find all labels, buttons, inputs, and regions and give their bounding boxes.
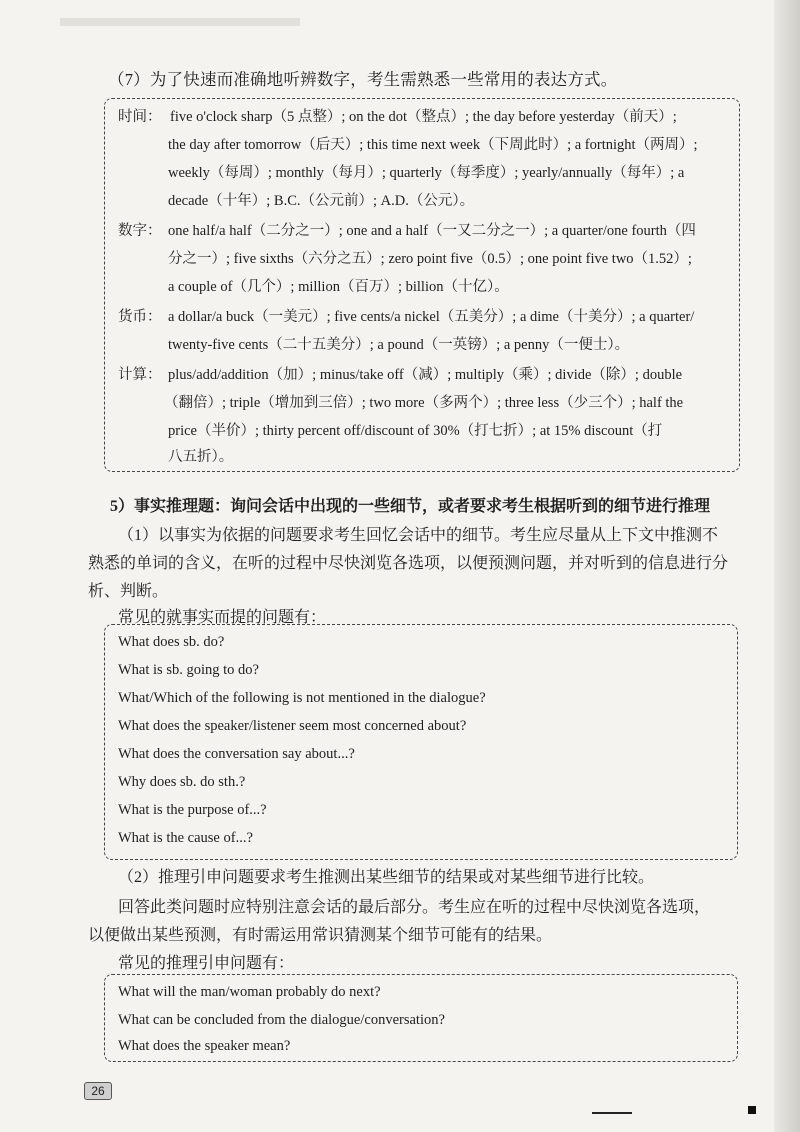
calc-label: 计算： [118,367,162,383]
calc-line: （翻倍）; triple（增加到三倍）; two more（多两个）; three less（少三个）; half the [164,395,684,411]
number-label: 数字： [118,223,162,239]
question-item: What/Which of the following is not mentioned in the dialogue? [118,690,486,706]
calc-line: price（半价）; thirty percent off/discount of 30%（打七折）; at 15% discount（打 [168,423,663,439]
time-line: decade（十年）; B.C.（公元前）; A.D.（公元）。 [168,193,475,209]
question-item: What is sb. going to do? [118,662,259,678]
time-line: weekly（每周）; monthly（每月）; quarterly（每季度）; yearly/annually（每年）; a [168,165,685,181]
question-item: What can be concluded from the dialogue/conversation? [118,1012,445,1028]
calc-line: plus/add/addition（加）; minus/take off（减）; multiply（乘）; divide（除）; double [168,367,683,383]
paragraph-line: 熟悉的单词的含义，在听的过程中尽快浏览各选项，以便预测问题，并对听到的信息进行分 [88,555,729,572]
question-item: Why does sb. do sth.? [118,774,246,790]
number-line: one half/a half（二分之一）; one and a half（一又二分之一）; a quarter/one fourth（四 [168,223,696,239]
question-item: What is the purpose of...? [118,802,267,818]
time-line: the day after tomorrow（后天）; this time next week（下周此时）; a fortnight（两周）; [168,137,698,153]
page-number: 26 [84,1082,112,1100]
infer-questions-intro: 常见的推理引申问题有： [118,955,295,972]
money-line: a dollar/a buck（一美元）; five cents/a nickel（五美分）; a dime（十美分）; a quarter/ [168,309,695,325]
question-item: What does sb. do? [118,634,225,650]
money-line: twenty-five cents（二十五美分）; a pound（一英镑）; a penny（一便士）。 [168,337,630,353]
question-item: What will the man/woman probably do next? [118,984,381,1000]
paragraph-line: （2）推理引申问题要求考生推测出某些细节的结果或对某些细节进行比较。 [118,869,655,886]
paragraph-line: 回答此类问题时应特别注意会话的最后部分。考生应在听的过程中尽快浏览各选项， [118,899,711,916]
page-top-bleed [60,18,300,26]
number-line: a couple of（几个）; million（百万）; billion（十亿）。 [168,279,509,295]
question-item: What does the conversation say about...? [118,746,355,762]
question-item: What does the speaker/listener seem most concerned about? [118,718,467,734]
time-label: 时间： [118,109,162,125]
time-line: five o'clock sharp（5 点整）; on the dot（整点）; the day before yesterday（前天）; [170,109,677,125]
question-item: What is the cause of...? [118,830,253,846]
page-edge-shadow [774,0,800,1132]
paragraph-line: 析、判断。 [88,583,169,600]
question-item: What does the speaker mean? [118,1038,291,1054]
number-line: 分之一）; five sixths（六分之五）; zero point five（0.5）; one point five two（1.52）; [168,251,692,267]
money-label: 货币： [118,309,162,325]
section-5-title: 5）事实推理题：询问会话中出现的一些细节，或者要求考生根据听到的细节进行推理 [110,498,711,515]
footer-rule [592,1112,632,1114]
corner-mark [748,1106,756,1114]
section-7-heading: （7）为了快速而准确地听辨数字，考生需熟悉一些常用的表达方式。 [108,70,618,89]
calc-line: 八五折）。 [168,449,234,465]
fact-questions-intro: 常见的就事实而提的问题有： [118,609,327,626]
paragraph-line: （1）以事实为依据的问题要求考生回忆会话中的细节。考生应尽量从上下文中推测不 [118,527,719,544]
paragraph-line: 以便做出某些预测，有时需运用常识猜测某个细节可能有的结果。 [88,927,553,944]
fact-questions-box [104,624,738,860]
